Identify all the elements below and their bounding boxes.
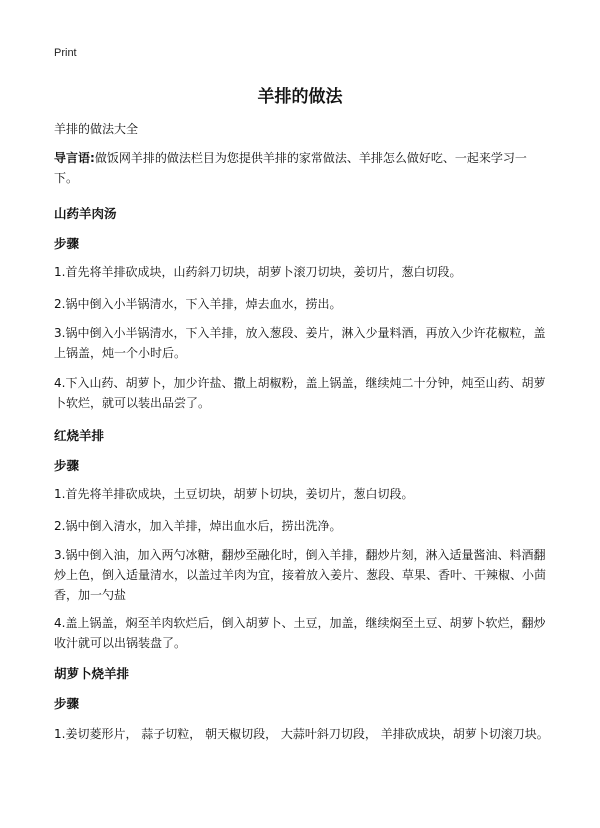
intro-label: 导言语:	[54, 151, 95, 165]
recipe-step	[54, 724, 549, 744]
recipe-step	[54, 484, 549, 504]
intro-text: 做饭网羊排的做法栏目为您提供羊排的家常做法、羊排怎么做好吃、一起来学习一下。	[54, 151, 527, 185]
recipe-step	[54, 323, 549, 363]
recipe-step	[54, 545, 549, 605]
recipe-title: 胡萝卜烧羊排	[54, 666, 130, 681]
step-text: 1.首先将羊排砍成块，土豆切块，胡萝卜切块，姜切片，葱白切段。	[54, 487, 414, 501]
recipe-step	[54, 294, 549, 314]
recipe-step	[54, 613, 549, 653]
page-title: 羊排的做法	[257, 87, 343, 107]
step-text: 4.下入山药、胡萝卜，加少许盐、撒上胡椒粉，盖上锅盖，继续炖二十分钟，炖至山药、胡萝卜软烂，就可以装出品尝了。	[54, 376, 546, 410]
recipe-title: 红烧羊排	[54, 428, 105, 443]
recipe-step	[54, 516, 549, 536]
step-text: 3.锅中倒入油，加入两勺冰糖，翻炒至融化时，倒入羊排，翻炒片刻，淋入适量酱油、料酒翻炒上色，倒入适量清水，以盖过羊肉为宜，接着放入姜片、葱段、草果、香叶、干辣椒、小茴香，加一勺盐	[54, 548, 547, 602]
step-text: 2.锅中倒入清水，加入羊排，焯出血水后，捞出洗净。	[54, 519, 342, 533]
recipe-section	[54, 664, 549, 682]
steps-heading	[54, 234, 549, 252]
step-text: 4.盖上锅盖，焖至羊肉软烂后，倒入胡萝卜、土豆，加盖，继续焖至土豆、胡萝卜软烂，翻炒收汁就可以出锅装盘了。	[54, 616, 546, 650]
recipe-title: 山药羊肉汤	[54, 206, 117, 221]
recipe-step	[54, 373, 549, 413]
step-text: 1.首先将羊排砍成块，山药斜刀切块，胡萝卜滚刀切块，姜切片，葱白切段。	[54, 265, 462, 279]
step-text: 1.姜切菱形片， 蒜子切粒， 朝天椒切段， 大蒜叶斜刀切段， 羊排砍成块，胡萝卜切滚刀块。	[54, 727, 549, 741]
step-text: 2.锅中倒入小半锅清水，下入羊排，焯去血水，捞出。	[54, 297, 342, 311]
steps-label: 步骤	[54, 696, 80, 711]
recipe-step	[54, 262, 549, 282]
intro-paragraph	[54, 148, 549, 188]
print-link[interactable]: Print	[54, 47, 77, 59]
recipe-section	[54, 204, 549, 222]
recipe-section	[54, 426, 549, 444]
step-text: 3.锅中倒入小半锅清水，下入羊排，放入葱段、姜片，淋入少量料酒，再放入少许花椒粒，盖上锅盖，炖一个小时后。	[54, 326, 546, 360]
steps-heading	[54, 694, 549, 712]
steps-heading	[54, 456, 549, 474]
page-subtitle: 羊排的做法大全	[54, 122, 139, 136]
steps-label: 步骤	[54, 236, 80, 251]
steps-label: 步骤	[54, 458, 80, 473]
